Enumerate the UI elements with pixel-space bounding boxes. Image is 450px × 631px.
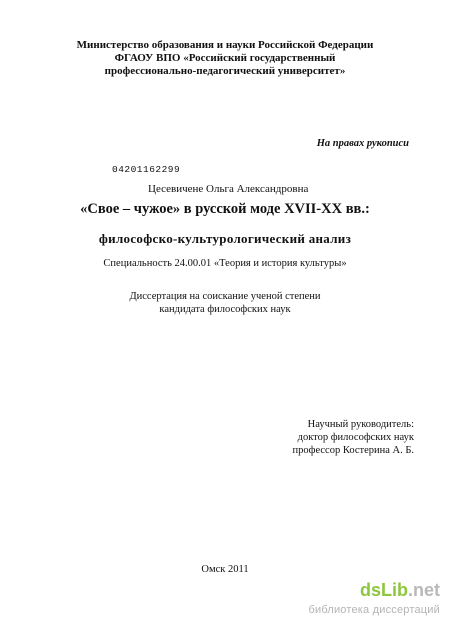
author-name: Цесевичене Ольга Александровна [148, 183, 309, 195]
watermark-logo-part2: .net [407, 580, 440, 600]
ministry-header [0, 39, 450, 78]
dissertation-line: Диссертация на соискание ученой степени [129, 291, 321, 302]
watermark-logo-part1: dsLib [359, 580, 408, 600]
adviser-heading: Научный руководитель: [307, 419, 414, 430]
scientific-adviser [293, 418, 414, 457]
document-code: 04201162299 [112, 164, 181, 175]
title-line-2: философско-культурологический анализ [98, 231, 352, 246]
watermark-logo [360, 580, 440, 601]
university-line-2: профессионально-педагогический университет» [104, 65, 346, 77]
watermark-subtitle: библиотека диссертаций [308, 604, 440, 616]
city-year: Омск 2011 [201, 564, 249, 575]
degree-line: кандидата философских наук [159, 304, 291, 315]
adviser-name: профессор Костерина А. Б. [292, 445, 414, 456]
ministry-line: Министерство образования и науки Российской Федерации [76, 39, 374, 51]
university-line: ФГАОУ ВПО «Российский государственный [114, 52, 336, 64]
rights-note: На правах рукописи [316, 138, 409, 149]
specialty: Специальность 24.00.01 «Теория и история культуры» [103, 258, 347, 269]
dissertation-degree [0, 290, 450, 316]
title-line-1: «Свое – чужое» в русской моде XVII-XX вв.: [80, 201, 370, 217]
adviser-degree: доктор философских наук [297, 432, 414, 443]
